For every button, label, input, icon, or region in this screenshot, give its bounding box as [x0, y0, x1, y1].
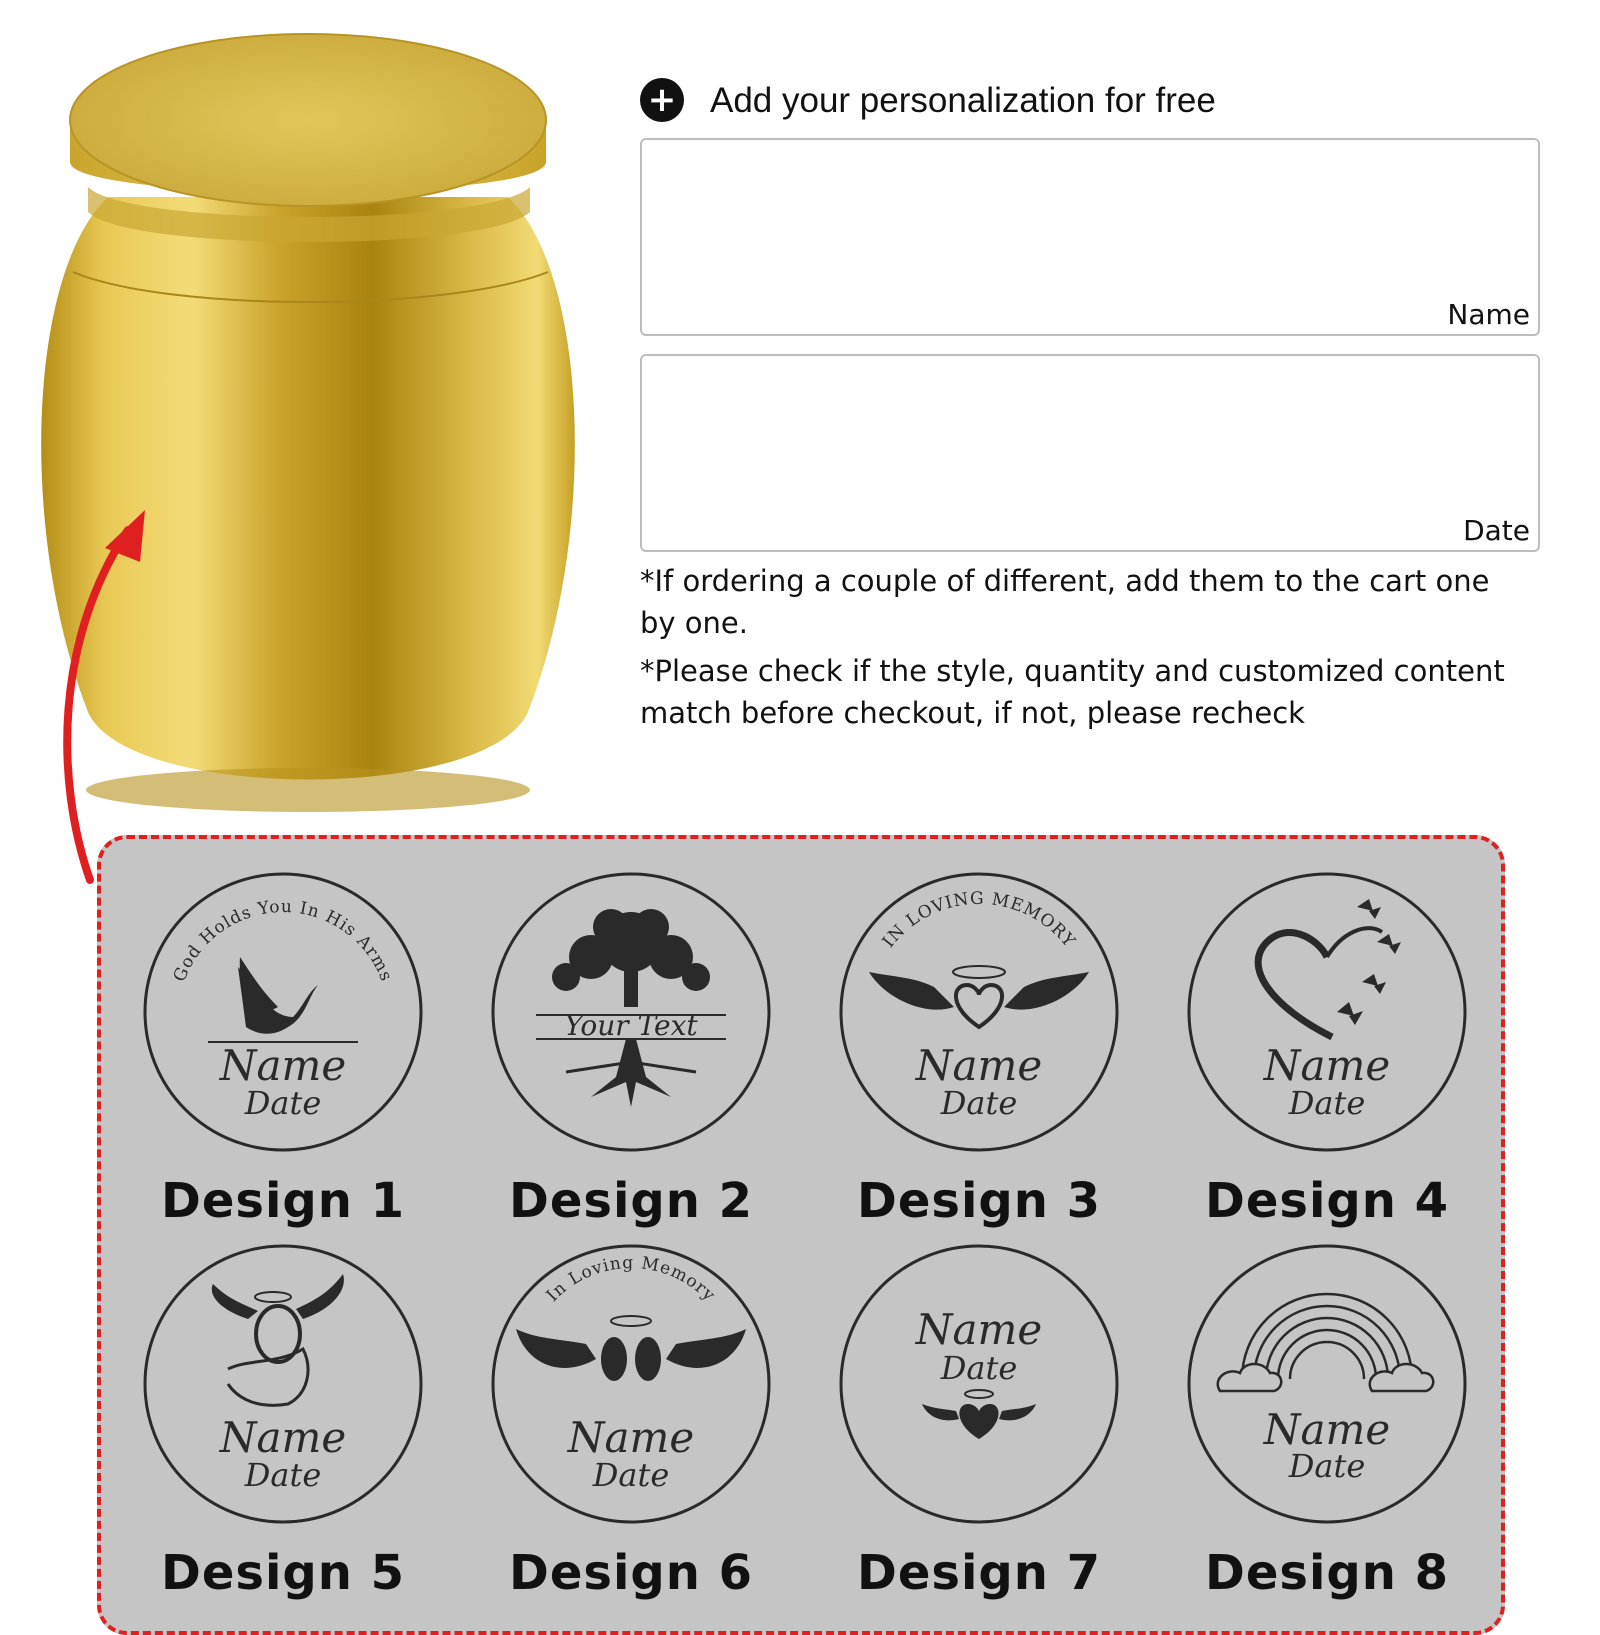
design-option-1[interactable]	[109, 867, 457, 1229]
design-option-2[interactable]	[457, 867, 805, 1229]
date-field-label: Date	[1463, 514, 1530, 548]
design-4-medallion	[1182, 867, 1472, 1157]
design-option-4[interactable]	[1153, 867, 1501, 1229]
svg-text:Date: Date	[940, 1084, 1018, 1122]
design-5-label: Design 5	[160, 1545, 406, 1601]
name-field-label: Name	[1447, 298, 1530, 332]
rainbow-icon	[1218, 1294, 1433, 1391]
dove-icon	[208, 957, 358, 1042]
design-7-label: Design 7	[856, 1545, 1102, 1601]
design-8-medallion	[1182, 1239, 1472, 1529]
svg-text:Name: Name	[219, 1041, 347, 1090]
form-header	[640, 76, 1540, 124]
design-option-7[interactable]	[805, 1239, 1153, 1601]
urn-product-image	[18, 12, 598, 832]
personalization-form	[640, 76, 1540, 734]
design-options-panel	[97, 835, 1505, 1635]
winged-footprints-icon	[516, 1316, 746, 1381]
angel-baby-foot-icon	[212, 1274, 344, 1405]
svg-text:IN LOVING MEMORY: IN LOVING MEMORY	[878, 888, 1080, 952]
svg-text:Date: Date	[940, 1349, 1018, 1387]
note-order-one-by-one: *If ordering a couple of different, add them to the cart one by one.	[640, 564, 1490, 640]
add-plus-icon[interactable]: +	[640, 78, 684, 122]
svg-text:Your Text: Your Text	[564, 1009, 698, 1042]
heart-butterflies-icon	[1258, 899, 1401, 1037]
winged-heart-icon	[869, 966, 1089, 1027]
design-8-label: Design 8	[1204, 1545, 1450, 1601]
design-6-label: Design 6	[508, 1545, 754, 1601]
svg-text:God Holds You In His Arms: God Holds You In His Arms	[169, 896, 397, 985]
design-6-medallion	[486, 1239, 776, 1529]
small-winged-heart-icon	[922, 1390, 1036, 1439]
svg-text:Name: Name	[1263, 1405, 1391, 1454]
svg-text:Name: Name	[567, 1413, 695, 1462]
design-2-label: Design 2	[508, 1173, 754, 1229]
tree-of-life-icon	[536, 909, 726, 1107]
date-field[interactable]	[640, 354, 1540, 552]
svg-text:Date: Date	[244, 1084, 322, 1122]
svg-text:In Loving Memory: In Loving Memory	[542, 1252, 720, 1306]
design-1-label: Design 1	[160, 1173, 406, 1229]
svg-text:Name: Name	[1263, 1041, 1391, 1090]
note-check-before-checkout: *Please check if the style, quantity and customized content match before checkout, if not, please recheck	[640, 654, 1505, 730]
svg-text:Name: Name	[915, 1041, 1043, 1090]
svg-text:Name: Name	[915, 1305, 1043, 1354]
design-option-5[interactable]	[109, 1239, 457, 1601]
design-1-medallion	[138, 867, 428, 1157]
design-4-label: Design 4	[1204, 1173, 1450, 1229]
svg-text:Date: Date	[244, 1456, 322, 1494]
design-2-medallion	[486, 867, 776, 1157]
svg-text:Name: Name	[219, 1413, 347, 1462]
design-3-label: Design 3	[856, 1173, 1102, 1229]
name-field[interactable]	[640, 138, 1540, 336]
design-5-medallion	[138, 1239, 428, 1529]
svg-text:Date: Date	[1288, 1447, 1366, 1485]
design-3-medallion	[834, 867, 1124, 1157]
svg-text:Date: Date	[592, 1456, 670, 1494]
design-option-8[interactable]	[1153, 1239, 1501, 1601]
form-title: Add your personalization for free	[710, 80, 1216, 120]
design-option-6[interactable]	[457, 1239, 805, 1601]
design-option-3[interactable]	[805, 867, 1153, 1229]
design-7-medallion	[834, 1239, 1124, 1529]
svg-text:Date: Date	[1288, 1084, 1366, 1122]
